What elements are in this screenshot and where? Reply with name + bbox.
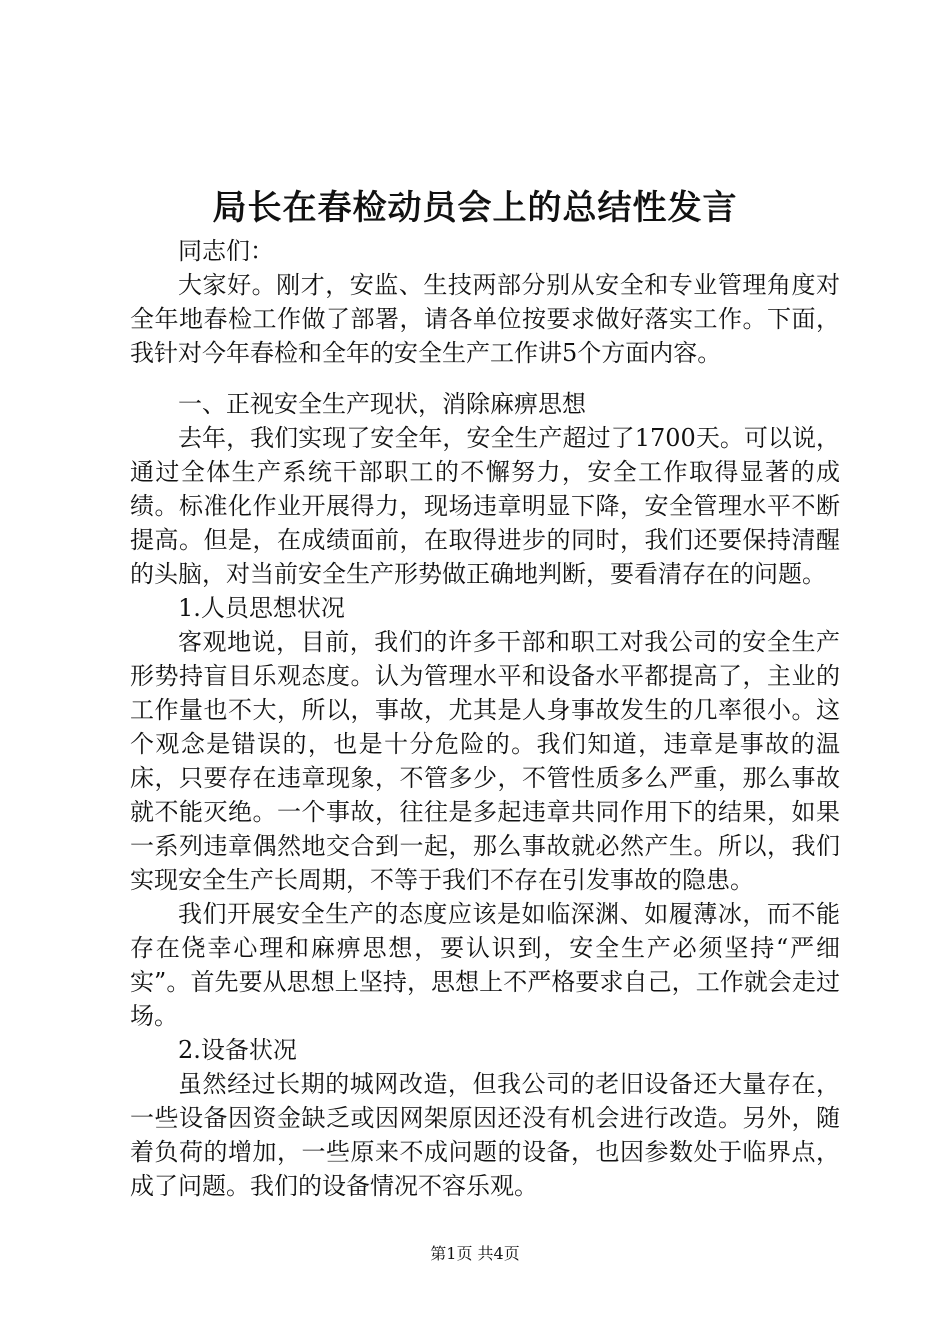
equipment-paragraph: 虽然经过长期的城网改造，但我公司的老旧设备还大量存在，一些设备因资金缺乏或因网架原因还没有机会进行改造。另外，随着负荷的增加，一些原来不成问题的设备，也因参数处于临界点，成了问题。我们的设备情况不容乐观。 bbox=[130, 1070, 840, 1200]
personnel-paragraph-1: 客观地说，目前，我们的许多干部和职工对我公司的安全生产形势持盲目乐观态度。认为管理水平和设备水平都提高了，主业的工作量也不大，所以，事故，尤其是人身事故发生的几率很小。这个观念是错误的，也是十分危险的。我们知道，违章是事故的温床，只要存在违章现象，不管多少，不管性质多么严重，那么事故就不能灭绝。一个事故，往往是多起违章共同作用下的结果，如果一系列违章偶然地交合到一起，那么事故就必然产生。所以，我们实现安全生产长周期，不等于我们不存在引发事故的隐患。 bbox=[130, 628, 840, 894]
subheading-personnel: 1.人员思想状况 bbox=[178, 594, 345, 622]
personnel-paragraph-2: 我们开展安全生产的态度应该是如临深渊、如履薄冰，而不能存在侥幸心理和麻痹思想，要认识到，安全生产必须坚持“严细实”。首先要从思想上坚持，思想上不严格要求自己，工作就会走过场。 bbox=[130, 900, 840, 1030]
section-1-paragraph: 去年，我们实现了安全年，安全生产超过了1700天。可以说，通过全体生产系统干部职工的不懈努力，安全工作取得显著的成绩。标准化作业开展得力，现场违章明显下降，安全管理水平不断提高。但是，在成绩面前，在取得进步的同时，我们还要保持清醒的头脑，对当前安全生产形势做正确地判断，要看清存在的问题。 bbox=[130, 424, 840, 588]
page-number: 第1页 共4页 bbox=[430, 1244, 520, 1263]
document-body bbox=[130, 234, 840, 1203]
intro-paragraph: 大家好。刚才，安监、生技两部分别从安全和专业管理角度对全年地春检工作做了部署，请各单位按要求做好落实工作。下面，我针对今年春检和全年的安全生产工作讲5个方面内容。 bbox=[130, 271, 840, 367]
document-title: 局长在春检动员会上的总结性发言 bbox=[212, 188, 738, 228]
subheading-equipment: 2.设备状况 bbox=[178, 1036, 297, 1064]
salutation: 同志们： bbox=[178, 237, 274, 265]
section-heading-1: 一、正视安全生产现状，消除麻痹思想 bbox=[178, 390, 586, 418]
